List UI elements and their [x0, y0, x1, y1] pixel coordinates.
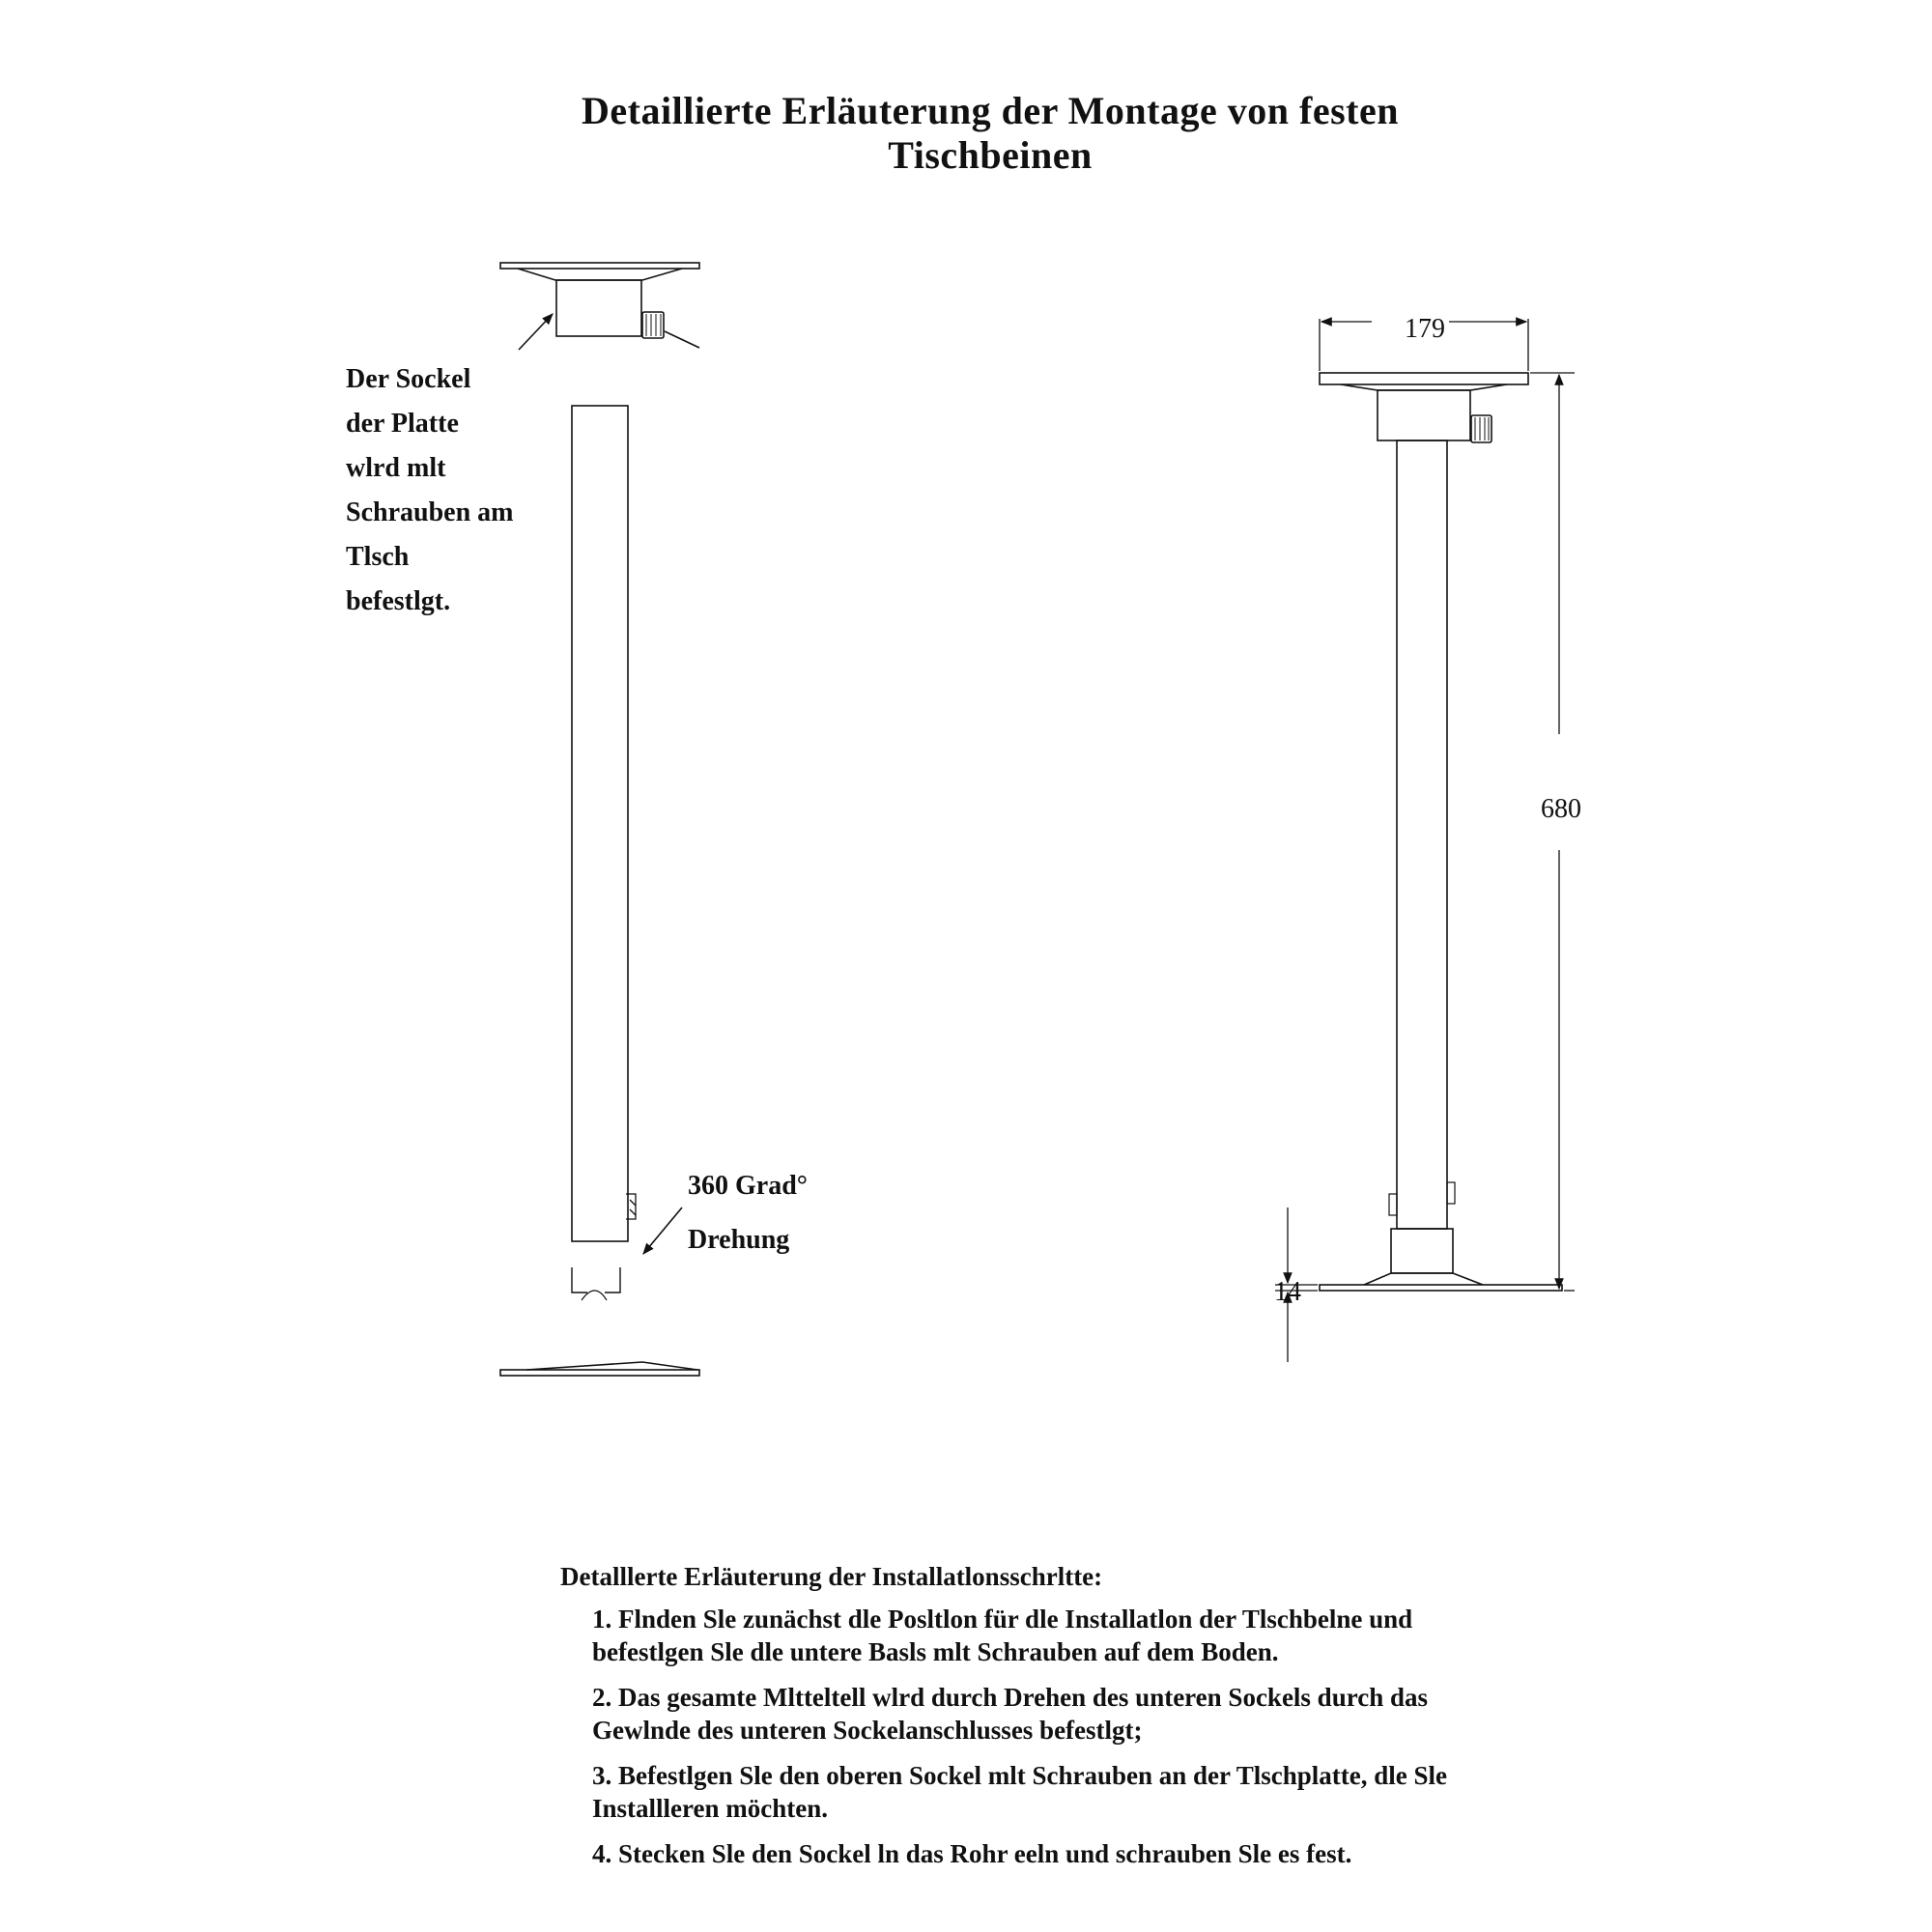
pointer-line-right	[665, 331, 699, 348]
right-assembled-view	[1275, 319, 1575, 1362]
step-3-line-2: Installleren möchten.	[592, 1794, 828, 1823]
top-mounting-plate	[500, 263, 699, 280]
socket-mounting-note	[346, 357, 578, 624]
height-dimension	[1530, 373, 1575, 1291]
threaded-connector	[572, 1267, 620, 1293]
step-item	[592, 1681, 1681, 1747]
step-item	[592, 1603, 1681, 1668]
step-2-line-1: 2. Das gesamte Mltteltell wlrd durch Drehen des unteren Sockels durch das	[592, 1683, 1428, 1712]
top-socket	[556, 280, 641, 336]
assembled-base-flange	[1364, 1273, 1483, 1285]
assembled-top-flange	[1341, 384, 1507, 390]
assembled-tube	[1397, 440, 1447, 1229]
step-3-line-1: 3. Befestlgen Sle den oberen Sockel mlt Schrauben an der Tlschplatte, dle Sle	[592, 1761, 1448, 1790]
pointer-arrow-left	[519, 314, 553, 350]
bottom-base-plate	[500, 1362, 699, 1376]
assembled-top-plate	[1320, 373, 1528, 384]
note-line-6: befestlgt.	[346, 586, 451, 616]
rotation-arrow	[643, 1208, 682, 1254]
step-item	[592, 1837, 1681, 1870]
title-line-1: Detaillierte Erläuterung der Montage von festen	[582, 89, 1399, 132]
step-1-line-1: 1. Flnden Sle zunächst dle Posltlon für dle Installatlon der Tlschbelne und	[592, 1605, 1413, 1634]
base-thickness-label: 14	[1274, 1277, 1301, 1307]
assembled-screw-thread	[1475, 417, 1489, 440]
step-4-line-1: 4. Stecken Sle den Sockel ln das Rohr eeln und schrauben Sle es fest.	[592, 1839, 1352, 1868]
height-dimension-label: 680	[1541, 794, 1581, 824]
step-item	[592, 1759, 1681, 1825]
step-1-line-2: befestlgen Sle dle untere Basls mlt Schrauben auf dem Boden.	[592, 1637, 1279, 1666]
title-line-2: Tischbeinen	[888, 133, 1093, 177]
width-dimension-label: 179	[1405, 314, 1445, 344]
rotation-word: Drehung	[688, 1225, 790, 1255]
steps-list	[560, 1603, 1681, 1870]
step-2-line-2: Gewlnde des unteren Sockelanschlusses befestlgt;	[592, 1716, 1143, 1745]
steps-heading: Detalllerte Erläuterung der Installatlonsschrltte:	[560, 1562, 1103, 1591]
note-line-3: wlrd mlt	[346, 453, 446, 483]
table-leg-tube	[572, 406, 628, 1241]
note-line-1: Der Sockel	[346, 364, 471, 394]
screw-thread-lines	[646, 314, 661, 336]
assembled-base-plate	[1320, 1285, 1562, 1291]
note-line-5: Tlsch	[346, 542, 410, 572]
installation-steps	[560, 1560, 1681, 1883]
note-line-2: der Platte	[346, 409, 459, 439]
assembled-top-socket	[1378, 390, 1470, 440]
rotation-label	[688, 1159, 808, 1267]
lower-socket	[1391, 1229, 1453, 1273]
note-line-4: Schrauben am	[346, 497, 514, 527]
rotation-degrees: 360 Grad°	[688, 1171, 808, 1201]
assembled-tube-fittings	[1389, 1182, 1455, 1215]
